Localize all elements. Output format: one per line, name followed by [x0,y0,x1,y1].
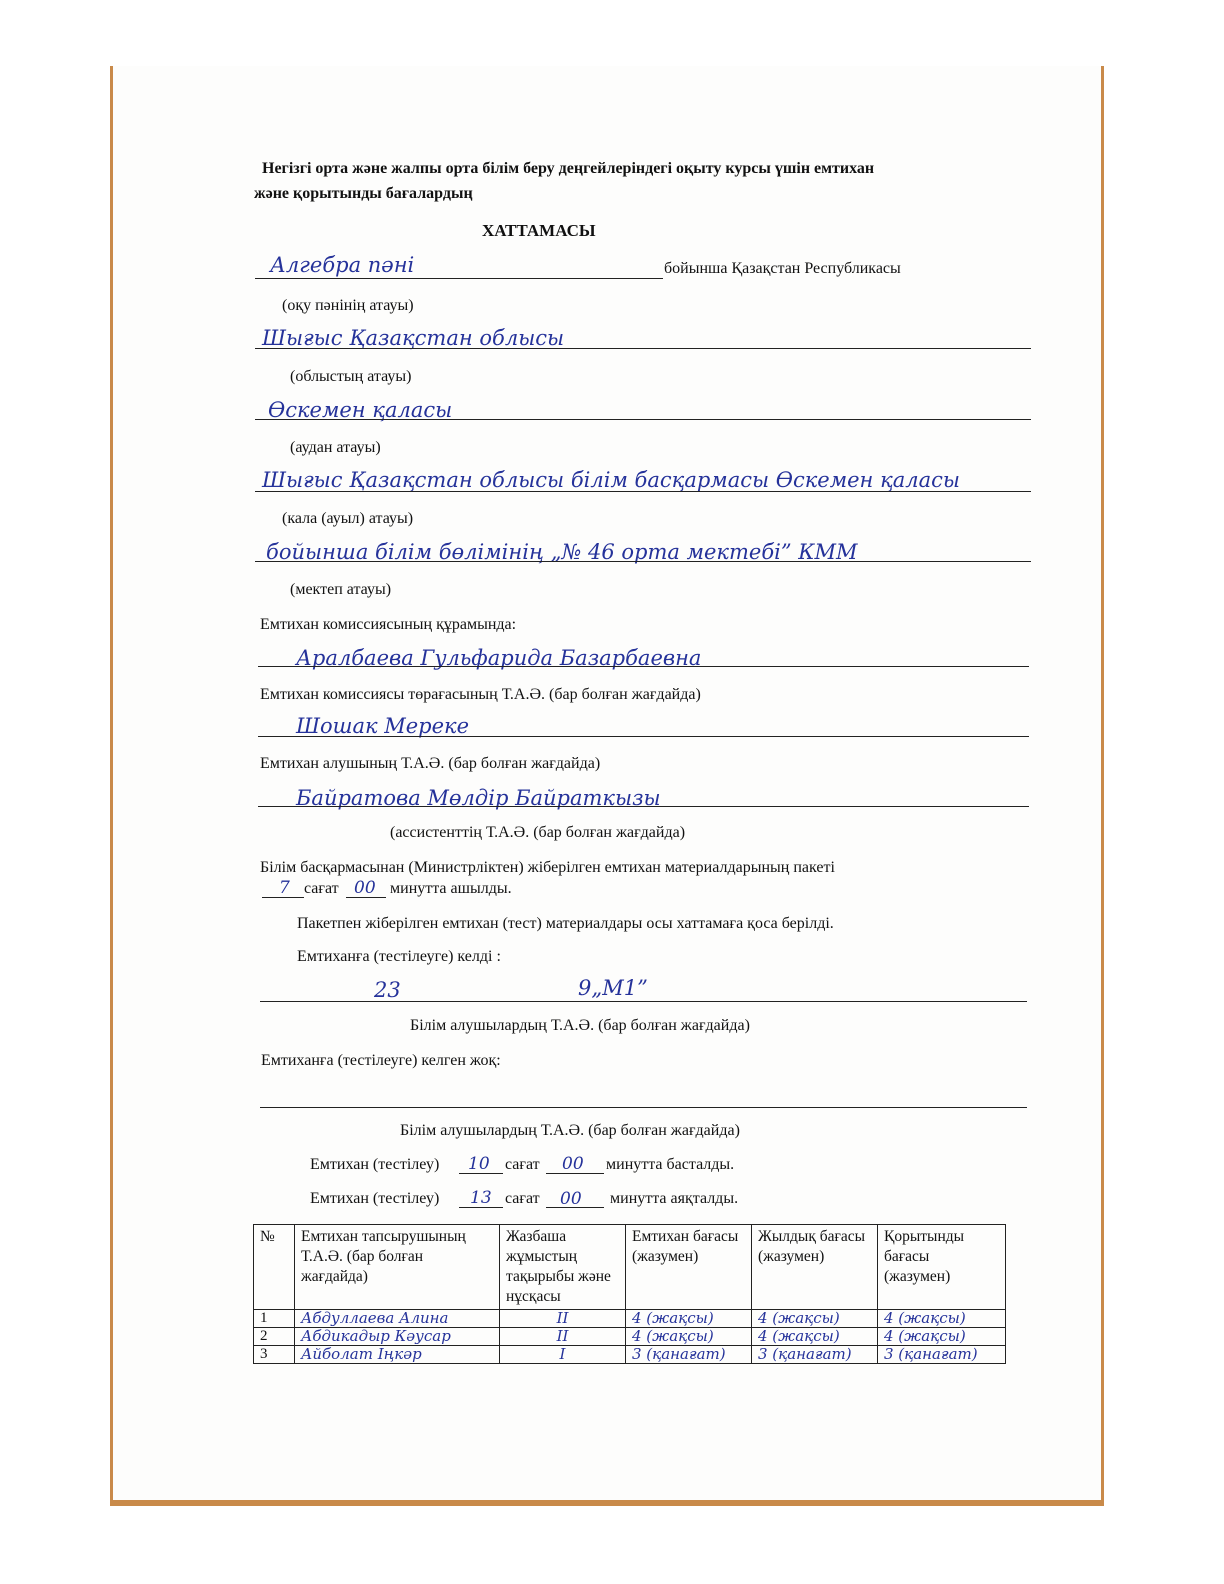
timing-end-minute-line [546,1207,604,1208]
package-text: Білім басқармасынан (Министрліктен) жіберілген емтихан материалдарының пакеті [260,859,835,876]
header-cell-name: Емтихан тапсырушының Т.А.Ә. (бар болған жағдайда) [295,1225,500,1310]
row-name: Абдуллаева Алина [295,1310,500,1328]
region-caption: (облыстың атауы) [290,368,412,385]
city-line [255,491,1031,492]
table-row [254,1346,1006,1364]
school-handwritten: бойынша білім бөлімінің „№ 46 орта мектебі” КММ [266,540,858,564]
table-row [254,1328,1006,1346]
subject-caption: (оқу пәнінің атауы) [282,297,414,314]
table-row [254,1310,1006,1328]
examiner-caption: Емтихан алушының Т.А.Ә. (бар болған жағдайда) [260,755,601,772]
timing-end-hour-label: сағат [505,1190,540,1207]
row-number: 1 [254,1310,295,1328]
document-title-main: ХАТТАМАСЫ [482,221,596,240]
row-name: Абдикадыр Кәусар [295,1328,500,1346]
region-handwritten: Шығыс Қазақстан облысы [262,326,565,350]
timing-start-hour-line [459,1173,503,1174]
row-variant: I [500,1346,626,1364]
row-exam-grade: 4 (жақсы) [626,1328,752,1346]
header-cell-final-grade: Қорытынды бағасы (жазумен) [878,1225,1006,1310]
subject-handwritten: Алгебра пәні [270,253,415,277]
commission-intro: Емтихан комиссиясының құрамында: [260,616,517,633]
timing-start-suffix: минутта басталды. [606,1156,735,1173]
timing-end-hour: 13 [470,1188,492,1208]
row-number: 2 [254,1328,295,1346]
timing-start-hour: 10 [468,1154,490,1174]
package-minute-label: минутта ашылды. [390,880,512,897]
school-caption: (мектеп атауы) [290,581,392,598]
city-handwritten: Шығыс Қазақстан облысы білім басқармасы Өскемен қаласы [262,468,961,492]
header-cell-variant: Жазбаша жұмыстың тақырыбы және нұсқасы [500,1225,626,1310]
examiner-line [258,736,1029,737]
package-attached: Пакетпен жіберілген емтихан (тест) материалдары осы хаттамаға қоса берілді. [297,915,834,932]
timing-end-suffix: минутта аяқталды. [610,1190,739,1207]
row-final-grade: 4 (жақсы) [878,1310,1006,1328]
attendance-came-class: 9„М1” [578,976,648,1000]
row-annual-grade: 3 (қанағат) [752,1346,878,1364]
timing-end-prefix: Емтихан (тестілеу) [310,1190,440,1207]
row-final-grade: 3 (қанағат) [878,1346,1006,1364]
timing-start-prefix: Емтихан (тестілеу) [310,1156,440,1173]
assistant-caption: (ассистенттің Т.А.Ә. (бар болған жағдайда) [390,824,686,841]
attendance-absent-line [260,1107,1027,1108]
timing-end-hour-line [459,1207,503,1208]
district-handwritten: Өскемен қаласы [268,398,453,422]
commission-chair-line [258,666,1029,667]
document-title-line2: және қорытынды бағалардың [254,185,473,202]
district-caption: (аудан атауы) [290,439,381,456]
region-line [255,348,1031,349]
row-number: 3 [254,1346,295,1364]
package-hour-line [262,897,304,898]
package-hour-label: сағат [304,880,339,897]
timing-end-minute: 00 [560,1189,582,1209]
header-cell-annual-grade: Жылдық бағасы (жазумен) [752,1225,878,1310]
package-minute-line [346,897,386,898]
row-name: Айболат Іңкәр [295,1346,500,1364]
examiner-handwritten: Шошак Мереке [296,714,470,738]
row-final-grade: 4 (жақсы) [878,1328,1006,1346]
timing-start-hour-label: сағат [505,1156,540,1173]
subject-suffix: бойынша Қазақстан Республикасы [664,260,901,277]
row-variant: II [500,1310,626,1328]
timing-start-minute: 00 [562,1154,584,1174]
attendance-came-line [260,1001,1027,1002]
attendance-came-caption: Білім алушылардың Т.А.Ә. (бар болған жағдайда) [410,1017,750,1034]
attendance-came-count: 23 [374,978,401,1002]
document-title-line1: Негізгі орта және жалпы орта білім беру деңгейлеріндегі оқыту курсы үшін емтихан [262,160,875,177]
results-table-header [254,1225,1006,1310]
header-cell-exam-grade: Емтихан бағасы (жазумен) [626,1225,752,1310]
results-table [253,1224,1006,1364]
assistant-line [258,806,1029,807]
row-annual-grade: 4 (жақсы) [752,1310,878,1328]
row-exam-grade: 4 (жақсы) [626,1310,752,1328]
row-variant: II [500,1328,626,1346]
row-exam-grade: 3 (қанағат) [626,1346,752,1364]
school-line [255,561,1031,562]
package-hour: 7 [279,878,290,898]
subject-line [255,278,663,279]
attendance-came-label: Емтиханға (тестілеуге) келді : [297,948,501,965]
district-line [255,419,1031,420]
city-caption: (кала (ауыл) атауы) [282,510,414,527]
package-minute: 00 [354,878,376,898]
timing-start-minute-line [546,1173,604,1174]
assistant-handwritten: Байратова Мөлдір Байраткызы [296,786,661,810]
commission-chair-handwritten: Аралбаева Гульфарида Базарбаевна [296,646,702,670]
commission-chair-caption: Емтихан комиссиясы төрағасының Т.А.Ә. (бар болған жағдайда) [260,686,701,703]
header-cell-number: № [254,1225,295,1310]
attendance-absent-label: Емтиханға (тестілеуге) келген жоқ: [261,1052,501,1069]
row-annual-grade: 4 (жақсы) [752,1328,878,1346]
attendance-absent-caption: Білім алушылардың Т.А.Ә. (бар болған жағдайда) [400,1122,740,1139]
